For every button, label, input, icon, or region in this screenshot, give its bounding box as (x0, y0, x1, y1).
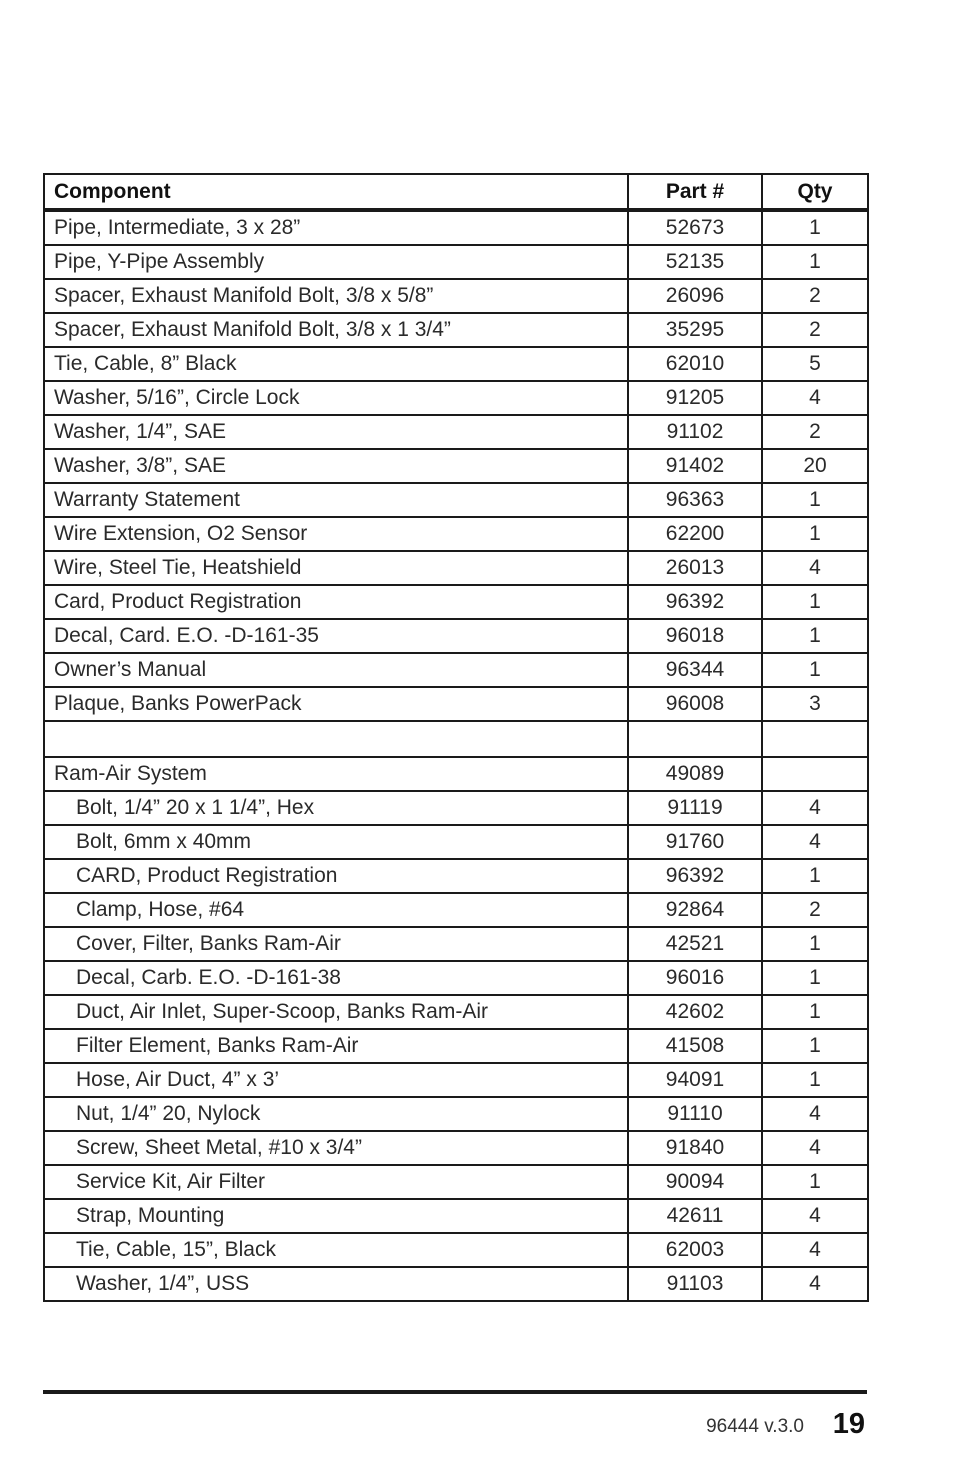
table-row (44, 1063, 868, 1097)
cell-part-number: 91119 (628, 791, 762, 825)
cell-component: Spacer, Exhaust Manifold Bolt, 3/8 x 5/8” (44, 279, 628, 313)
cell-component: Ram-Air System (44, 757, 628, 791)
cell-component: Hose, Air Duct, 4” x 3’ (44, 1063, 628, 1097)
cell-part-number: 42611 (628, 1199, 762, 1233)
cell-component: Washer, 3/8”, SAE (44, 449, 628, 483)
cell-component: Filter Element, Banks Ram-Air (44, 1029, 628, 1063)
cell-part-number: 96016 (628, 961, 762, 995)
table-row (44, 347, 868, 381)
table-row (44, 961, 868, 995)
cell-qty: 1 (762, 210, 868, 245)
table-row (44, 687, 868, 721)
cell-qty: 2 (762, 313, 868, 347)
cell-qty: 1 (762, 859, 868, 893)
cell-qty: 4 (762, 1233, 868, 1267)
cell-part-number: 91760 (628, 825, 762, 859)
header-component: Component (44, 174, 628, 210)
cell-component: Pipe, Intermediate, 3 x 28” (44, 210, 628, 245)
cell-qty: 1 (762, 1165, 868, 1199)
cell-qty: 2 (762, 893, 868, 927)
table-row (44, 210, 868, 245)
table-row (44, 1165, 868, 1199)
table-body (44, 210, 868, 1301)
cell-part-number: 26013 (628, 551, 762, 585)
table-header (44, 174, 868, 210)
cell-component: Wire Extension, O2 Sensor (44, 517, 628, 551)
table-row (44, 313, 868, 347)
table-row (44, 1131, 868, 1165)
table-row (44, 381, 868, 415)
cell-component: Duct, Air Inlet, Super-Scoop, Banks Ram-Air (44, 995, 628, 1029)
cell-qty: 3 (762, 687, 868, 721)
cell-component: Service Kit, Air Filter (44, 1165, 628, 1199)
table-row (44, 245, 868, 279)
cell-part-number: 26096 (628, 279, 762, 313)
table-row (44, 721, 868, 757)
cell-part-number: 41508 (628, 1029, 762, 1063)
table-row (44, 757, 868, 791)
table-row (44, 1199, 868, 1233)
cell-component: Washer, 1/4”, USS (44, 1267, 628, 1301)
cell-component: Screw, Sheet Metal, #10 x 3/4” (44, 1131, 628, 1165)
table-row (44, 859, 868, 893)
cell-component: Wire, Steel Tie, Heatshield (44, 551, 628, 585)
cell-part-number: 62010 (628, 347, 762, 381)
cell-component: Owner’s Manual (44, 653, 628, 687)
table-row (44, 415, 868, 449)
cell-qty: 1 (762, 1063, 868, 1097)
cell-component: Tie, Cable, 8” Black (44, 347, 628, 381)
header-row (44, 174, 868, 210)
cell-part-number: 91205 (628, 381, 762, 415)
cell-component: Bolt, 6mm x 40mm (44, 825, 628, 859)
cell-part-number: 91840 (628, 1131, 762, 1165)
cell-qty: 4 (762, 551, 868, 585)
cell-qty: 4 (762, 1131, 868, 1165)
cell-component: Spacer, Exhaust Manifold Bolt, 3/8 x 1 3/4” (44, 313, 628, 347)
table-row (44, 517, 868, 551)
cell-part-number (628, 721, 762, 757)
cell-component: Card, Product Registration (44, 585, 628, 619)
footer-rule (43, 1390, 867, 1394)
table-row (44, 449, 868, 483)
cell-qty: 20 (762, 449, 868, 483)
header-part-number: Part # (628, 174, 762, 210)
cell-part-number: 90094 (628, 1165, 762, 1199)
cell-component: Cover, Filter, Banks Ram-Air (44, 927, 628, 961)
cell-part-number: 91402 (628, 449, 762, 483)
cell-component: Decal, Card. E.O. -D-161-35 (44, 619, 628, 653)
cell-part-number: 94091 (628, 1063, 762, 1097)
cell-qty: 4 (762, 1097, 868, 1131)
cell-part-number: 96392 (628, 585, 762, 619)
cell-qty: 1 (762, 245, 868, 279)
table-row (44, 927, 868, 961)
cell-component: Bolt, 1/4” 20 x 1 1/4”, Hex (44, 791, 628, 825)
cell-part-number: 96344 (628, 653, 762, 687)
cell-part-number: 96018 (628, 619, 762, 653)
cell-part-number: 92864 (628, 893, 762, 927)
cell-component: Decal, Carb. E.O. -D-161-38 (44, 961, 628, 995)
page-number: 19 (832, 1408, 865, 1440)
cell-qty: 1 (762, 585, 868, 619)
cell-part-number: 42602 (628, 995, 762, 1029)
cell-qty: 4 (762, 825, 868, 859)
cell-part-number: 52673 (628, 210, 762, 245)
cell-qty: 1 (762, 619, 868, 653)
cell-part-number: 96392 (628, 859, 762, 893)
cell-qty: 1 (762, 961, 868, 995)
cell-part-number: 49089 (628, 757, 762, 791)
cell-part-number: 96363 (628, 483, 762, 517)
cell-part-number: 91103 (628, 1267, 762, 1301)
table-row (44, 825, 868, 859)
cell-qty: 1 (762, 927, 868, 961)
table-row (44, 893, 868, 927)
cell-component: Nut, 1/4” 20, Nylock (44, 1097, 628, 1131)
table-row (44, 551, 868, 585)
cell-part-number: 35295 (628, 313, 762, 347)
table-row (44, 653, 868, 687)
cell-component: Plaque, Banks PowerPack (44, 687, 628, 721)
cell-qty: 2 (762, 279, 868, 313)
cell-qty: 4 (762, 1267, 868, 1301)
cell-component: CARD, Product Registration (44, 859, 628, 893)
table-row (44, 1267, 868, 1301)
cell-qty: 4 (762, 1199, 868, 1233)
cell-component: Pipe, Y-Pipe Assembly (44, 245, 628, 279)
cell-part-number: 62200 (628, 517, 762, 551)
cell-part-number: 91110 (628, 1097, 762, 1131)
cell-component: Clamp, Hose, #64 (44, 893, 628, 927)
table-row (44, 1233, 868, 1267)
cell-qty: 4 (762, 791, 868, 825)
cell-qty: 1 (762, 653, 868, 687)
cell-qty: 1 (762, 483, 868, 517)
cell-qty: 1 (762, 517, 868, 551)
cell-component: Tie, Cable, 15”, Black (44, 1233, 628, 1267)
cell-part-number: 62003 (628, 1233, 762, 1267)
table-row (44, 279, 868, 313)
document-version: 96444 v.3.0 (706, 1416, 804, 1437)
table-row (44, 995, 868, 1029)
cell-qty: 2 (762, 415, 868, 449)
cell-part-number: 91102 (628, 415, 762, 449)
cell-qty (762, 721, 868, 757)
header-qty: Qty (762, 174, 868, 210)
table-row (44, 585, 868, 619)
cell-component: Warranty Statement (44, 483, 628, 517)
cell-component: Strap, Mounting (44, 1199, 628, 1233)
table-row (44, 791, 868, 825)
cell-qty: 4 (762, 381, 868, 415)
cell-component: Washer, 1/4”, SAE (44, 415, 628, 449)
table-row (44, 1097, 868, 1131)
cell-part-number: 96008 (628, 687, 762, 721)
parts-table (43, 173, 869, 1302)
cell-qty: 5 (762, 347, 868, 381)
cell-component: Washer, 5/16”, Circle Lock (44, 381, 628, 415)
cell-part-number: 42521 (628, 927, 762, 961)
cell-component (44, 721, 628, 757)
cell-qty (762, 757, 868, 791)
table-row (44, 483, 868, 517)
table-row (44, 1029, 868, 1063)
cell-part-number: 52135 (628, 245, 762, 279)
cell-qty: 1 (762, 1029, 868, 1063)
cell-qty: 1 (762, 995, 868, 1029)
table-row (44, 619, 868, 653)
